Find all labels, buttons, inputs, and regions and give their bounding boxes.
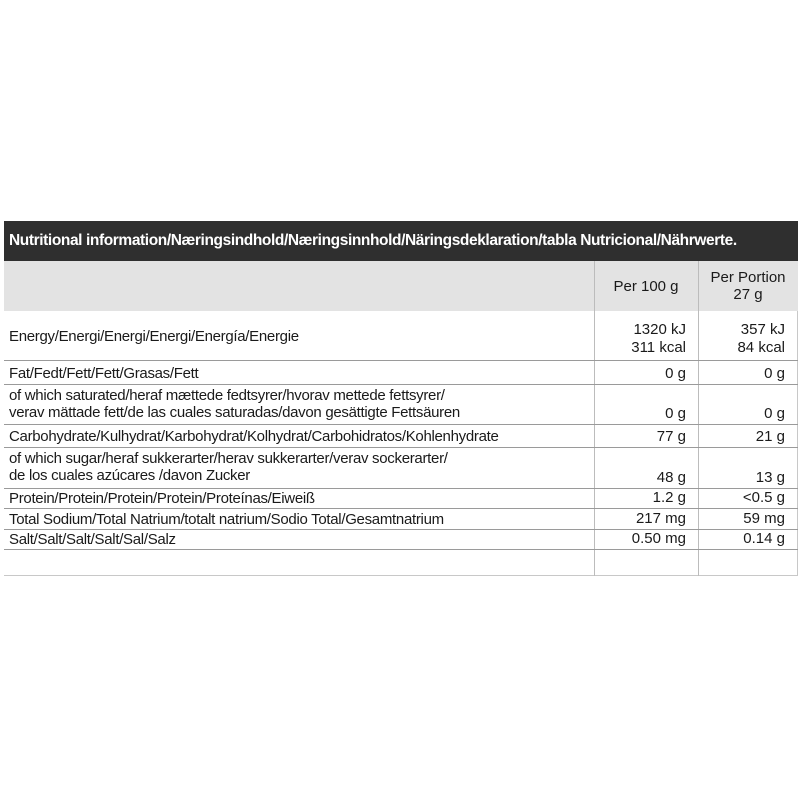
- row-label-line1: of which saturated/heraf mættede fedtsyrer/hvorav mettede fettsyrer/: [9, 387, 445, 404]
- table-row-salt: [4, 530, 798, 550]
- energy-kj-portion: 357 kJ: [740, 321, 785, 338]
- per100-value: 1.2 g: [652, 489, 686, 506]
- table-row-saturated-fat: [4, 385, 798, 425]
- portion-value: 13 g: [755, 469, 785, 486]
- row-label-line2: de los cuales azúcares /davon Zucker: [9, 467, 250, 484]
- table-row-fat: [4, 361, 798, 385]
- portion-value: 0 g: [764, 365, 785, 382]
- row-label: Salt/Salt/Salt/Salt/Sal/Salz: [9, 531, 176, 548]
- energy-kcal-portion: 84 kcal: [737, 339, 785, 356]
- portion-value: 59 mg: [743, 510, 785, 527]
- per100-value: 217 mg: [635, 510, 686, 527]
- table-row-sugar: [4, 448, 798, 489]
- column-header-portion-size: 27 g: [733, 286, 763, 303]
- row-label: Energy/Energi/Energi/Energi/Energía/Energie: [9, 328, 299, 345]
- table-row-energy: [4, 311, 798, 361]
- row-label: Fat/Fedt/Fett/Fett/Grasas/Fett: [9, 365, 199, 382]
- per100-value: 77 g: [656, 428, 686, 445]
- row-label-line2: verav mättade fett/de las cuales saturadas/davon gesättigte Fettsäuren: [9, 404, 460, 421]
- portion-value: 21 g: [755, 428, 785, 445]
- row-label-line1: of which sugar/heraf sukkerarter/herav sukkerarter/verav sockerarter/: [9, 450, 448, 467]
- per100-value: [594, 321, 686, 357]
- energy-kcal-per100: 311 kcal: [631, 339, 686, 356]
- per100-value: 0 g: [665, 365, 686, 382]
- portion-value: 0.14 g: [743, 530, 785, 547]
- table-row-total-sodium: [4, 509, 798, 530]
- row-label: [9, 387, 594, 421]
- table-row-empty: [4, 550, 798, 576]
- table-row-protein: [4, 489, 798, 509]
- nutrition-table: [4, 221, 798, 576]
- row-label: Carbohydrate/Kulhydrat/Karbohydrat/Kolhydrat/Carbohidratos/Kohlenhydrate: [9, 428, 499, 445]
- column-header-per-100g: [594, 261, 698, 311]
- row-label: [9, 450, 594, 484]
- table-row-carbohydrate: [4, 425, 798, 448]
- column-header-per-portion-label: Per Portion: [710, 269, 786, 286]
- portion-value: <0.5 g: [742, 489, 785, 506]
- per100-value: 0.50 mg: [631, 530, 686, 547]
- column-header-per-100g-label: Per 100 g: [613, 277, 679, 295]
- table-title: Nutritional information/Næringsindhold/Næringsinnhold/Näringsdeklaration/tabla Nutricional/Nährwerte.: [4, 221, 798, 261]
- row-label: Protein/Protein/Protein/Protein/Proteínas/Eiweiß: [9, 490, 315, 507]
- energy-kj-per100: 1320 kJ: [633, 321, 686, 338]
- column-header-per-portion: [700, 261, 796, 311]
- per100-value: 48 g: [656, 469, 686, 486]
- row-label: Total Sodium/Total Natrium/totalt natrium/Sodio Total/Gesamtnatrium: [9, 511, 444, 528]
- portion-value: 0 g: [764, 405, 785, 422]
- portion-value: [700, 321, 785, 357]
- per100-value: 0 g: [665, 405, 686, 422]
- column-header-row: [4, 261, 798, 311]
